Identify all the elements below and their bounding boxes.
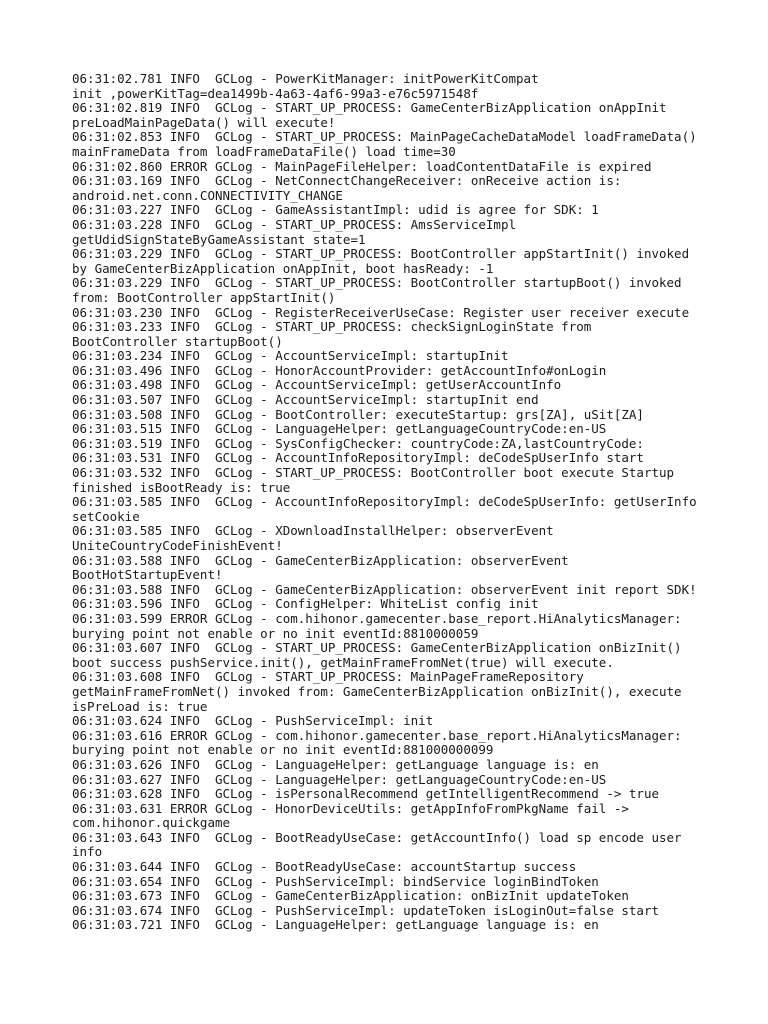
log-line: mainFrameData from loadFrameDataFile() load time=30: [72, 143, 456, 159]
log-line: 06:31:03.229 INFO GCLog - START_UP_PROCESS: BootController startupBoot() invoked: [72, 275, 682, 291]
log-line: android.net.conn.CONNECTIVITY_CHANGE: [72, 187, 343, 203]
log-line: preLoadMainPageData() will execute!: [72, 114, 336, 130]
log-line: 06:31:03.228 INFO GCLog - START_UP_PROCESS: AmsServiceImpl: [72, 216, 517, 232]
log-line: init ,powerKitTag=dea1499b-4a63-4af6-99a3-e76c5971548f: [72, 85, 479, 101]
log-line: 06:31:03.515 INFO GCLog - LanguageHelper: getLanguageCountryCode:en-US: [72, 421, 607, 437]
log-line: 06:31:03.588 INFO GCLog - GameCenterBizApplication: observerEvent init report SDK!: [72, 581, 697, 597]
log-line: 06:31:03.654 INFO GCLog - PushServiceImpl: bindService loginBindToken: [72, 873, 599, 889]
log-line: 06:31:03.588 INFO GCLog - GameCenterBizApplication: observerEvent: [72, 552, 569, 568]
log-line: 06:31:03.507 INFO GCLog - AccountServiceImpl: startupInit end: [72, 392, 539, 408]
log-line: 06:31:03.628 INFO GCLog - isPersonalRecommend getIntelligentRecommend -> true: [72, 786, 659, 802]
log-line: 06:31:03.643 INFO GCLog - BootReadyUseCase: getAccountInfo() load sp encode user: [72, 829, 682, 845]
log-line: 06:31:03.585 INFO GCLog - XDownloadInstallHelper: observerEvent: [72, 523, 554, 539]
log-line: BootController startupBoot(): [72, 333, 283, 349]
log-line: 06:31:03.673 INFO GCLog - GameCenterBizApplication: onBizInit updateToken: [72, 888, 629, 904]
log-line: 06:31:03.644 INFO GCLog - BootReadyUseCase: accountStartup success: [72, 859, 577, 875]
log-line: 06:31:03.519 INFO GCLog - SysConfigChecker: countryCode:ZA,lastCountryCode:: [72, 435, 644, 451]
log-line: 06:31:03.596 INFO GCLog - ConfigHelper: WhiteList config init: [72, 596, 539, 612]
log-line: 06:31:03.498 INFO GCLog - AccountServiceImpl: getUserAccountInfo: [72, 377, 562, 393]
log-line: finished isBootReady is: true: [72, 479, 291, 495]
log-line: 06:31:03.585 INFO GCLog - AccountInfoRepositoryImpl: deCodeSpUserInfo: getUserInfo: [72, 494, 697, 510]
log-line: boot success pushService.init(), getMainFrameFromNet(true) will execute.: [72, 654, 614, 670]
log-line: 06:31:03.229 INFO GCLog - START_UP_PROCESS: BootController appStartInit() invoked: [72, 246, 690, 262]
log-line: setCookie: [72, 508, 140, 524]
log-line: by GameCenterBizApplication onAppInit, boot hasReady: -1: [72, 260, 494, 276]
log-text-block: [72, 72, 712, 933]
log-line: 06:31:03.230 INFO GCLog - RegisterReceiverUseCase: Register user receiver execute: [72, 304, 690, 320]
log-line: getMainFrameFromNet() invoked from: GameCenterBizApplication onBizInit(), execute: [72, 683, 682, 699]
log-line: 06:31:03.626 INFO GCLog - LanguageHelper: getLanguage language is: en: [72, 756, 599, 772]
log-line: 06:31:03.721 INFO GCLog - LanguageHelper: getLanguage language is: en: [72, 917, 599, 933]
log-line: 06:31:03.624 INFO GCLog - PushServiceImpl: init: [72, 713, 434, 729]
log-line: isPreLoad is: true: [72, 698, 208, 714]
log-line: getUdidSignStateByGameAssistant state=1: [72, 231, 366, 247]
log-line: 06:31:03.599 ERROR GCLog - com.hihonor.gamecenter.base_report.HiAnalyticsManager:: [72, 610, 682, 626]
log-line: 06:31:03.234 INFO GCLog - AccountServiceImpl: startupInit: [72, 348, 509, 364]
log-line: 06:31:03.608 INFO GCLog - START_UP_PROCESS: MainPageFrameRepository: [72, 669, 584, 685]
log-line: info: [72, 844, 103, 860]
log-line: 06:31:02.853 INFO GCLog - START_UP_PROCESS: MainPageCacheDataModel loadFrameData(): [72, 129, 697, 145]
log-line: 06:31:03.674 INFO GCLog - PushServiceImpl: updateToken isLoginOut=false start: [72, 902, 659, 918]
log-line: 06:31:03.607 INFO GCLog - START_UP_PROCESS: GameCenterBizApplication onBizInit(): [72, 640, 682, 656]
log-line: 06:31:03.532 INFO GCLog - START_UP_PROCESS: BootController boot execute Startup: [72, 465, 675, 481]
log-line: 06:31:03.508 INFO GCLog - BootController: executeStartup: grs[ZA], uSit[ZA]: [72, 406, 644, 422]
log-line: com.hihonor.quickgame: [72, 815, 231, 831]
log-line: 06:31:03.233 INFO GCLog - START_UP_PROCESS: checkSignLoginState from: [72, 319, 592, 335]
log-line: 06:31:02.819 INFO GCLog - START_UP_PROCESS: GameCenterBizApplication onAppInit: [72, 100, 667, 116]
log-line: 06:31:03.169 INFO GCLog - NetConnectChangeReceiver: onReceive action is:: [72, 173, 622, 189]
log-line: from: BootController appStartInit(): [72, 289, 336, 305]
log-line: 06:31:03.616 ERROR GCLog - com.hihonor.gamecenter.base_report.HiAnalyticsManager:: [72, 727, 682, 743]
log-line: UniteCountryCodeFinishEvent!: [72, 538, 283, 553]
log-line: burying point not enable or no init eventId:881000000099: [72, 742, 494, 758]
log-line: 06:31:03.496 INFO GCLog - HonorAccountProvider: getAccountInfo#onLogin: [72, 362, 607, 378]
log-line: 06:31:03.627 INFO GCLog - LanguageHelper: getLanguageCountryCode:en-US: [72, 771, 607, 787]
log-line: 06:31:02.860 ERROR GCLog - MainPageFileHelper: loadContentDataFile is expired: [72, 158, 652, 174]
log-line: burying point not enable or no init eventId:8810000059: [72, 625, 479, 641]
log-line: 06:31:02.781 INFO GCLog - PowerKitManager: initPowerKitCompat: [72, 71, 539, 86]
log-line: 06:31:03.631 ERROR GCLog - HonorDeviceUtils: getAppInfoFromPkgName fail ->: [72, 800, 629, 816]
log-line: 06:31:03.227 INFO GCLog - GameAssistantImpl: udid is agree for SDK: 1: [72, 202, 599, 218]
log-line: 06:31:03.531 INFO GCLog - AccountInfoRepositoryImpl: deCodeSpUserInfo start: [72, 450, 644, 466]
log-line: BootHotStartupEvent!: [72, 567, 223, 583]
